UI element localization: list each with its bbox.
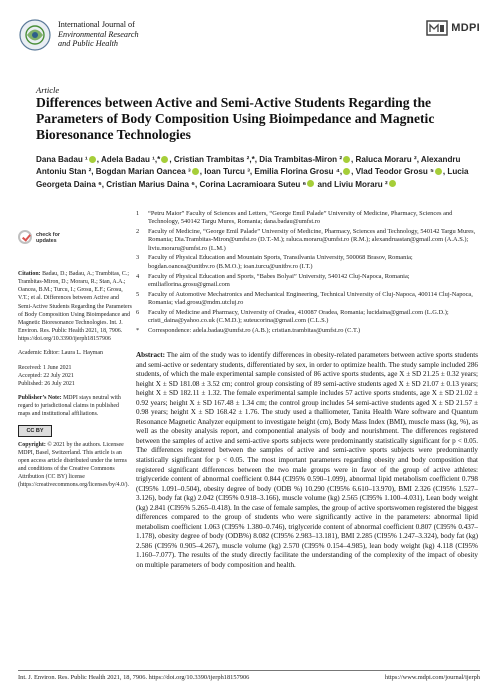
orcid-icon[interactable]: [161, 156, 168, 163]
copyright-text: © 2021 by the authors. Licensee MDPI, Basel, Switzerland. This article is an open access article distributed under the terms and conditions of the Creative Commons Attribution (CC BY) license (https://creativecommons.org/licenses/by/4.0/).: [18, 441, 129, 489]
check-updates-line-1: check for: [36, 232, 60, 238]
author: and Liviu Moraru ²: [317, 179, 388, 189]
affiliation-text: “Petru Maior” Faculty of Sciences and Letters, “George Emil Palade” University of Medicine, Pharmacy, Sciences and Technology, 540142 Targu Mures, Romania; dana.badau@umfst.ro: [148, 210, 453, 226]
citation-label: Citation:: [18, 271, 41, 277]
publisher-logo: [426, 20, 480, 36]
orcid-icon[interactable]: [307, 180, 314, 187]
received-date: Received: 1 June 2021: [18, 364, 72, 371]
check-updates-icon: [18, 230, 32, 244]
orcid-icon[interactable]: [343, 156, 350, 163]
check-updates-line-2: updates: [36, 238, 57, 244]
cc-by-license-icon[interactable]: CC BY: [18, 425, 52, 437]
correspondence: [136, 327, 478, 335]
affiliation-text: Faculty of Medicine and Pharmacy, University of Oradea, 410087 Oradea, Romania; lucidaina@gmail.com (L.G.D.); cristi_daina@yahoo.co.uk (C.M.D.); suteucorina@gmail.com (C.L.S.): [148, 308, 449, 325]
author-list: Dana Badau ¹ , Adela Badau ¹,* , Cristian Trambitas ²,*, Dia Trambitas-Miron ² , Raluca Moraru ², Alexandru Antoniu Stan ², Bogdan Marian Oancea ³ , Ioan Turcu ³, Emilia Florina Grosu ⁴, , Vlad Teodor Grosu ⁵ , Lucia Georgeta Daina ⁶, Cristian Marius Daina ⁶, Corina Lacramioara Suteu ⁶ and Liviu Moraru ²: [36, 155, 469, 189]
affiliation-item: [136, 228, 478, 253]
author: Emilia Florina Grosu ⁴,: [254, 167, 343, 177]
abstract: [136, 351, 478, 571]
publisher-note-label: Publisher’s Note:: [18, 395, 62, 402]
affiliation-text: Faculty of Physical Education and Sports, “Babes Bolyai” University, 540142 Cluj-Napoca, Romania; emiliaflorina.grosu@gmail.com: [148, 272, 410, 288]
author: Corina Lacramioara Suteu ⁶: [199, 179, 307, 189]
correspondence-text: Correspondence: adela.badau@umfst.ro (A.B.); cristian.trambitas@umfst.ro (C.T.): [148, 326, 361, 334]
affiliation-number: 6: [136, 308, 140, 316]
author: Cristian Marius Daina ⁶,: [106, 179, 198, 189]
copyright-label: Copyright:: [18, 441, 46, 448]
orcid-icon[interactable]: [389, 180, 396, 187]
orcid-icon[interactable]: [89, 156, 96, 163]
editor-label: Academic Editor:: [18, 350, 60, 357]
academic-editor: [18, 349, 132, 357]
affiliation-item: [136, 254, 478, 271]
affiliations: [136, 210, 478, 337]
author: Adela Badau ¹,*: [100, 155, 161, 164]
journal-header: [18, 16, 480, 62]
footer-citation[interactable]: Int. J. Environ. Res. Public Health 2021, 18, 7906. https://doi.org/10.3390/ijerph18157906: [18, 674, 250, 681]
sidebar: [18, 222, 132, 495]
affiliation-text: Faculty of Physical Education and Mountain Sports, Transilvania University, 500068 Brasov, Romania; bogdan.oancea@unitbv.ro (B.M.O.); ioan.turcu@unitbv.ro (I.T.): [148, 254, 413, 270]
mdpi-logo-icon: [426, 20, 448, 36]
affiliation-item: [136, 273, 478, 290]
journal-line-3: and Public Health: [58, 39, 119, 48]
author: Raluca Moraru ²,: [355, 155, 419, 164]
affiliation-number: 4: [136, 272, 140, 280]
citation-block: [18, 270, 132, 343]
footer-journal-url[interactable]: https://www.mdpi.com/journal/ijerph: [384, 674, 480, 681]
abstract-label: Abstract:: [136, 351, 165, 359]
abstract-text: The aim of the study was to identify differences in obesity-related parameters between active sports students and semi-active or sedentary students, differentiated by sex, in order to optimize health. The study sample included 286 students, of which the male experimental sample consisted of 86 active sports students, age X ± SD 21.25 ± 0.32 years; height X ± SD 181.08 ± 3.52 cm; control group consisting of 89 semi-active students aged X ± SD 21.07 ± 0.13 years; height X ± SD 182.11 ± 1.32. The female experimental sample includes 57 active sports students, age X ± SD 21.02 ± 0.92 years; height X ± SD 167.48 ± 1.34 cm; the control group includes 54 semi-active students aged X ± SD 21.57 ± 0.98 years; height X ± SD 168.42 ± 1.76. The study used a thalliometer, Tanita Health Ware software and Quantum Resonance Magnetic Analyzer equipment to investigate height (cm), Body Mass Index (BMI), muscle mass (kg, %), as well as the obesity analysis report, and componential analysis of body and nourishment. The differences registered between the samples of active and semi-active sports subjects were predominantly statistically significant for p < 0.05. The differences registered between the samples of active and semi-active sports subjects were predominantly statistically significant for p < 0.05. The most important parameters regarding obesity and body composition that registered significant differences between the two male groups were in favor of the group of active athletes: triglyceride content of abnormal coefficient 0.844 (CI95% 0.590–1.099), abnormal lipid metabolism coefficient 0.798 (CI95% 1.091–0.504), obesity degree of body (ODB %) 10.290 (CI95% 6.610–13.970), BMI 2.326 (CI95% 1.527–3.126), body fat (kg) 2.042 (CI95% 0.918–3.166), muscle volume (kg) 2.565 (CI95% 1.100–4.031), Lean body weight (kg) 2.841 (CI95% 5.265–0.418). In the case of female samples, the group of active sportswomen registered the biggest differences compared to the group of students who were significantly active in the parameters: abnormal lipid metabolism coefficient 1.063 (CI95% 1.380–0.746), triglyceride content of abnormal coefficient 0.807 (CI95% 0.437–1.178), obesity degree of body (ODB%) 8.082 (CI95% 2.983–13.181), BMI 2.285 (CI95% 1.247–3.324), body fat (kg) 2.586 (CI95% 0.905–4.267), muscle volume (kg) 2.570 (CI95% 0.154–4.985), lean body weight (kg) 4.118 (CI95% 1.160–7.077). The results of the study directly facilitate the understanding of the complexity of the impact of obesity on multiple parameters of body composition and health.: [136, 351, 479, 570]
citation-text: Badau, D.; Badau, A.; Trambitas, C.; Trambitas-Miron, D.; Moraru, R.; Stan, A.A.; Oancea, B.M.; Turcu, I.; Grosu, E.F.; Grosu, V.T.; et al. Differences between Active and Semi-Active Students Regarding the Parameters of Body Composition Using Bioimpedance and Magnetic Bioresonance Technologies. Int. J. Environ. Res. Public Health 2021, 18, 7906. https://doi.org/10.3390/ijerph18157906: [18, 271, 132, 343]
publisher-note: [18, 394, 132, 418]
publisher-note-text: MDPI stays neutral with regard to jurisdictional claims in published maps and institutional affiliations.: [18, 395, 121, 418]
author: Ioan Turcu ³,: [204, 167, 253, 177]
orcid-icon[interactable]: [435, 168, 442, 175]
check-for-updates-button[interactable]: [18, 222, 132, 270]
journal-logo-icon: [18, 18, 52, 52]
affiliation-number: 5: [136, 290, 140, 298]
affiliation-number: *: [136, 326, 140, 334]
affiliation-item: [136, 210, 478, 227]
author: Lucia Georgeta Daina ⁶,: [36, 167, 469, 189]
author: Dia Trambitas-Miron ²: [259, 155, 343, 164]
author: Bogdan Marian Oancea ³: [95, 167, 191, 177]
page-footer: [18, 674, 480, 681]
dates-block: [18, 364, 132, 388]
journal-line-1: International Journal of: [58, 20, 135, 29]
article-title: Differences between Active and Semi-Active Students Regarding the Parameters of Body Composition Using Bioimpedance and Magnetic Bioresonance Technologies: [36, 95, 435, 142]
footer-divider: [18, 670, 480, 671]
journal-name: [58, 20, 139, 49]
affiliation-item: [136, 309, 478, 326]
copyright-block: [18, 441, 132, 490]
check-updates-label: [36, 232, 60, 244]
orcid-icon[interactable]: [343, 168, 350, 175]
affiliation-number: 1: [136, 210, 140, 217]
affiliation-item: [136, 291, 478, 308]
journal-line-2: Environmental Research: [58, 29, 139, 39]
orcid-icon[interactable]: [192, 168, 199, 175]
affiliation-text: Faculty of Automotive Mechatronics and Mechanical Engineering, Technical University of Cluj-Napoca, 400114 Cluj-Napoca, Romania; vlad.grosu@mdm.utcluj.ro: [148, 290, 473, 306]
affiliation-number: 3: [136, 254, 140, 262]
author: Alexandru Antoniu Stan ²,: [36, 155, 461, 177]
article-type: Article: [36, 85, 60, 95]
affiliation-number: 2: [136, 228, 140, 236]
author: Dana Badau ¹: [36, 155, 88, 164]
published-date: Published: 26 July 2021: [18, 380, 75, 387]
author: Vlad Teodor Grosu ⁵: [355, 167, 434, 177]
publisher-name: MDPI: [451, 22, 480, 34]
author: Cristian Trambitas ²,*,: [173, 155, 258, 164]
editor-name: Laura L. Hayman: [61, 350, 103, 357]
accepted-date: Accepted: 22 July 2021: [18, 372, 74, 379]
affiliation-text: Faculty of Medicine, “George Emil Palade” University of Medicine, Pharmacy, Sciences and Technology, 540142 Targu Mures, Romania; Dia.Trambitas-Miron@umfst.ro (D.T.-M.); raluca.moraru@umfst.ro (R.M.); alexandruastan@gmail.com (A.A.S.); liviu.moraru@umfst.ro (L.M.): [148, 228, 476, 252]
